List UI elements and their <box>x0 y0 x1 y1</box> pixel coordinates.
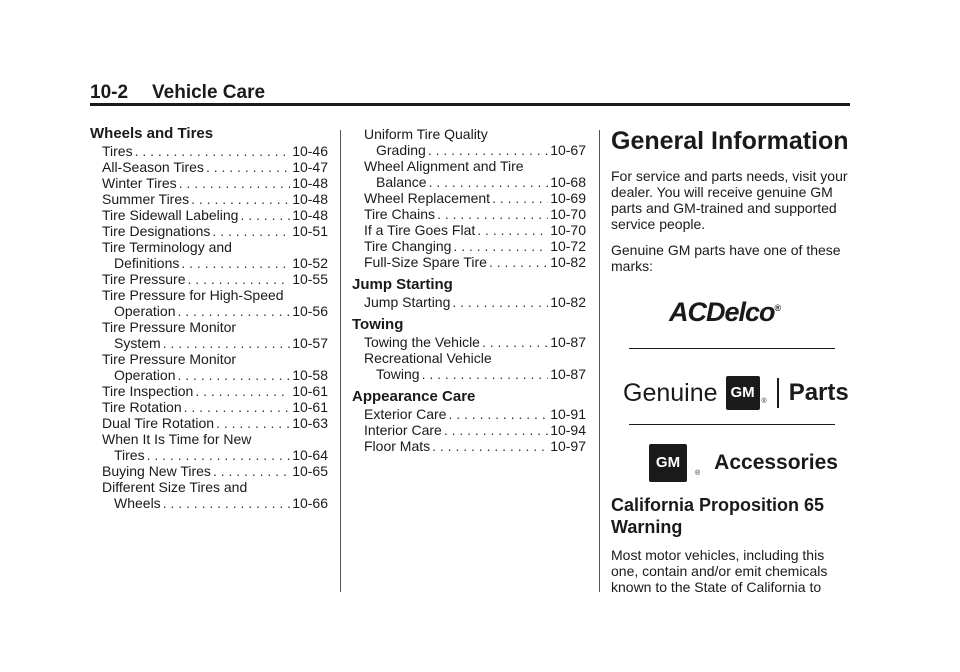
toc-page-number: 10-87 <box>550 366 586 382</box>
header-rule <box>90 103 850 106</box>
toc-entry-line <box>90 495 328 511</box>
toc-entry-line <box>102 383 328 399</box>
toc-entry <box>90 271 328 287</box>
toc-entry-title: Tire Inspection <box>102 383 194 399</box>
toc-entry-title: Tire Pressure <box>102 271 186 287</box>
toc-entry-line <box>364 422 586 438</box>
parts-word: Parts <box>788 379 849 406</box>
dot-leader <box>206 159 290 175</box>
toc-page-number: 10-70 <box>550 222 586 238</box>
toc-column-2 <box>352 126 586 454</box>
toc-entry-line <box>364 190 586 206</box>
page-number: 10-2 <box>90 82 129 103</box>
toc-entry-line <box>90 303 328 319</box>
toc-entry-line <box>364 334 586 350</box>
marks-paragraph: Genuine GM parts have one of these marks: <box>611 242 841 274</box>
dot-leader <box>444 422 548 438</box>
toc-entry <box>90 383 328 399</box>
toc-entry-title: Buying New Tires <box>102 463 211 479</box>
column-divider-2 <box>599 130 600 592</box>
toc-page-number: 10-61 <box>292 383 328 399</box>
toc-column-1 <box>90 126 328 511</box>
toc-entry <box>90 207 328 223</box>
toc-entry-title: Floor Mats <box>364 438 431 454</box>
toc-page-number: 10-56 <box>292 303 328 319</box>
toc-page-number: 10-57 <box>292 335 328 351</box>
dot-leader <box>453 238 548 254</box>
toc-entry-title: System <box>114 335 161 351</box>
toc-entry-title: Tire Pressure Monitor <box>102 319 237 335</box>
toc-entry-title: Operation <box>114 303 176 319</box>
dot-leader <box>188 271 291 287</box>
toc-entry-title: Tire Pressure for High-Speed <box>102 287 284 303</box>
dot-leader <box>432 438 548 454</box>
toc-page-number: 10-72 <box>550 238 586 254</box>
toc-entry-line <box>364 406 586 422</box>
toc-entry <box>90 463 328 479</box>
toc-entry-line <box>90 367 328 383</box>
dot-leader <box>477 222 548 238</box>
toc-entry-line <box>364 238 586 254</box>
toc-entry-title: Different Size Tires and <box>102 479 248 495</box>
toc-entry-title: Towing <box>376 366 420 382</box>
toc-entry-title: Tire Changing <box>364 238 452 254</box>
toc-entry-line <box>102 207 328 223</box>
toc-entry-line <box>90 255 328 271</box>
toc-entry-line <box>364 438 586 454</box>
prop65-heading: California Proposition 65 Warning <box>611 495 825 537</box>
section-title-wheels-and-tires: Wheels and Tires <box>90 125 214 142</box>
dot-leader <box>448 406 548 422</box>
toc-entry-title: Tire Sidewall Labeling <box>102 207 239 223</box>
toc-entry-title: Full-Size Spare Tire <box>364 254 487 270</box>
toc-entry-line <box>364 294 586 310</box>
toc-page-number: 10-52 <box>292 255 328 271</box>
toc-entry-title: Operation <box>114 367 176 383</box>
toc-page-number: 10-58 <box>292 367 328 383</box>
toc-entry-title: Wheels <box>114 495 161 511</box>
service-paragraph: For service and parts needs, visit your dealer. You will receive genuine GM parts and GM-trained and supported service people. <box>611 168 848 232</box>
toc-entry <box>352 294 586 310</box>
section-title: Jump Starting <box>352 276 453 293</box>
toc-entry <box>352 238 586 254</box>
logo-separator <box>777 378 779 408</box>
toc-entry-title: Uniform Tire Quality <box>364 126 488 142</box>
toc-page-number: 10-51 <box>292 223 328 239</box>
dot-leader <box>184 399 291 415</box>
toc-entry <box>90 287 328 319</box>
toc-page-number: 10-69 <box>550 190 586 206</box>
toc-entry-title: Towing the Vehicle <box>364 334 480 350</box>
dot-leader <box>213 463 290 479</box>
toc-entry-line <box>102 463 328 479</box>
toc-page-number: 10-55 <box>292 271 328 287</box>
toc-entry-title: Wheel Replacement <box>364 190 491 206</box>
toc-entry <box>352 190 586 206</box>
toc-page-number: 10-47 <box>292 159 328 175</box>
toc-entry-line <box>102 159 328 175</box>
toc-entry-title: Summer Tires <box>102 191 190 207</box>
toc-entry-title: Tire Rotation <box>102 399 182 415</box>
toc-entry-title: Wheel Alignment and Tire <box>364 158 524 174</box>
dot-leader <box>195 383 290 399</box>
toc-page-number: 10-65 <box>292 463 328 479</box>
toc-entry <box>90 175 328 191</box>
section-title: Appearance Care <box>352 388 476 405</box>
general-information-heading: General Information <box>611 127 849 155</box>
toc-entry <box>90 143 328 159</box>
toc-entry-title: Grading <box>376 142 426 158</box>
dot-leader <box>179 175 291 191</box>
gm-logo-icon: GM <box>649 444 687 482</box>
toc-entry-title: Tire Designations <box>102 223 211 239</box>
toc-entry-title: Tires <box>102 143 133 159</box>
acdelco-wordmark: ACDelco <box>669 297 775 327</box>
toc-page-number: 10-87 <box>550 334 586 350</box>
toc-entry <box>352 206 586 222</box>
toc-page-number: 10-70 <box>550 206 586 222</box>
toc-entry <box>352 254 586 270</box>
dot-leader <box>437 206 548 222</box>
toc-entry-line <box>102 223 328 239</box>
toc-entry-line <box>352 142 586 158</box>
genuine-gm-parts-logo <box>623 376 849 410</box>
toc-entry-title: Interior Care <box>364 422 442 438</box>
logo-divider-2 <box>629 424 835 425</box>
toc-entry <box>90 351 328 383</box>
toc-entry <box>90 159 328 175</box>
prop65-paragraph: Most motor vehicles, including this one, contain and/or emit chemicals known to the State of California to <box>611 547 828 595</box>
toc-entry-title: If a Tire Goes Flat <box>364 222 476 238</box>
acdelco-logo <box>669 297 781 327</box>
gm-accessories-logo <box>649 444 838 482</box>
toc-entry <box>90 223 328 239</box>
dot-leader <box>212 223 290 239</box>
dot-leader <box>428 142 548 158</box>
toc-page-number: 10-48 <box>292 207 328 223</box>
page-header <box>90 82 850 104</box>
toc-entry <box>90 431 328 463</box>
toc-entry-line <box>90 335 328 351</box>
toc-page-number: 10-68 <box>550 174 586 190</box>
dot-leader <box>177 367 290 383</box>
toc-page-number: 10-63 <box>292 415 328 431</box>
dot-leader <box>135 143 291 159</box>
toc-entry <box>90 415 328 431</box>
toc-entry <box>352 126 586 158</box>
toc-page-number: 10-48 <box>292 175 328 191</box>
toc-page-number: 10-67 <box>550 142 586 158</box>
dot-leader <box>422 366 549 382</box>
dot-leader <box>216 415 290 431</box>
dot-leader <box>429 174 549 190</box>
dot-leader <box>452 294 548 310</box>
toc-page-number: 10-82 <box>550 294 586 310</box>
logo-divider-1 <box>629 348 835 349</box>
toc-entry-title: Jump Starting <box>364 294 451 310</box>
toc-entry-title: Dual Tire Rotation <box>102 415 215 431</box>
dot-leader <box>492 190 548 206</box>
toc-entry-title: Winter Tires <box>102 175 177 191</box>
toc-page-number: 10-48 <box>292 191 328 207</box>
toc-entry <box>90 399 328 415</box>
accessories-word: Accessories <box>714 451 838 474</box>
toc-entry-title: Tire Chains <box>364 206 436 222</box>
toc-entry-title: Tires <box>114 447 145 463</box>
column-divider-1 <box>340 130 341 592</box>
toc-page-number: 10-46 <box>292 143 328 159</box>
toc-entry-line <box>352 174 586 190</box>
registered-mark-icon: ® <box>774 303 781 313</box>
toc-entry-title: Balance <box>376 174 427 190</box>
toc-page-number: 10-91 <box>550 406 586 422</box>
toc-entry <box>90 479 328 511</box>
toc-entry-title: Exterior Care <box>364 406 447 422</box>
toc-entry <box>352 406 586 422</box>
dot-leader <box>482 334 548 350</box>
toc-page-number: 10-94 <box>550 422 586 438</box>
toc-entry <box>352 334 586 350</box>
registered-mark-icon: ® <box>695 470 701 477</box>
toc-page-number: 10-61 <box>292 399 328 415</box>
toc-page-number: 10-82 <box>550 254 586 270</box>
general-information-column <box>611 126 851 605</box>
toc-entry-title: Tire Pressure Monitor <box>102 351 237 367</box>
toc-entry <box>352 158 586 190</box>
toc-entry-line <box>364 254 586 270</box>
toc-entry-title: Definitions <box>114 255 180 271</box>
toc-entry <box>352 350 586 382</box>
gm-logo-icon: GM <box>726 376 760 410</box>
dot-leader <box>489 254 548 270</box>
dot-leader <box>181 255 290 271</box>
dot-leader <box>147 447 291 463</box>
toc-entry-line <box>102 415 328 431</box>
toc-entry-line <box>90 447 328 463</box>
toc-entry-title: Recreational Vehicle <box>364 350 492 366</box>
toc-entry <box>352 438 586 454</box>
toc-entry-title: When It Is Time for New <box>102 431 252 447</box>
toc-entry <box>90 239 328 271</box>
toc-entry-title: Tire Terminology and <box>102 239 232 255</box>
dot-leader <box>163 335 291 351</box>
toc-entry-line <box>364 222 586 238</box>
toc-page-number: 10-66 <box>292 495 328 511</box>
gm-marks <box>611 288 851 478</box>
toc-entry-line <box>102 399 328 415</box>
toc-page-number: 10-97 <box>550 438 586 454</box>
dot-leader <box>240 207 290 223</box>
toc-entry-line <box>102 175 328 191</box>
toc-entry <box>352 222 586 238</box>
toc-entry-line <box>102 191 328 207</box>
toc-entry <box>352 422 586 438</box>
chapter-title: Vehicle Care <box>152 82 266 103</box>
toc-entry-line <box>364 206 586 222</box>
toc-entry <box>90 191 328 207</box>
toc-entry-line <box>102 143 328 159</box>
toc-page-number: 10-64 <box>292 447 328 463</box>
dot-leader <box>191 191 290 207</box>
dot-leader <box>177 303 290 319</box>
toc-entry <box>90 319 328 351</box>
header-text <box>90 82 850 104</box>
section-title: Towing <box>352 316 404 333</box>
toc-entry-line <box>352 366 586 382</box>
dot-leader <box>163 495 291 511</box>
toc-entry-line <box>102 271 328 287</box>
genuine-word: Genuine <box>623 379 718 407</box>
toc-entry-title: All-Season Tires <box>102 159 204 175</box>
registered-mark-icon: ® <box>761 398 767 405</box>
